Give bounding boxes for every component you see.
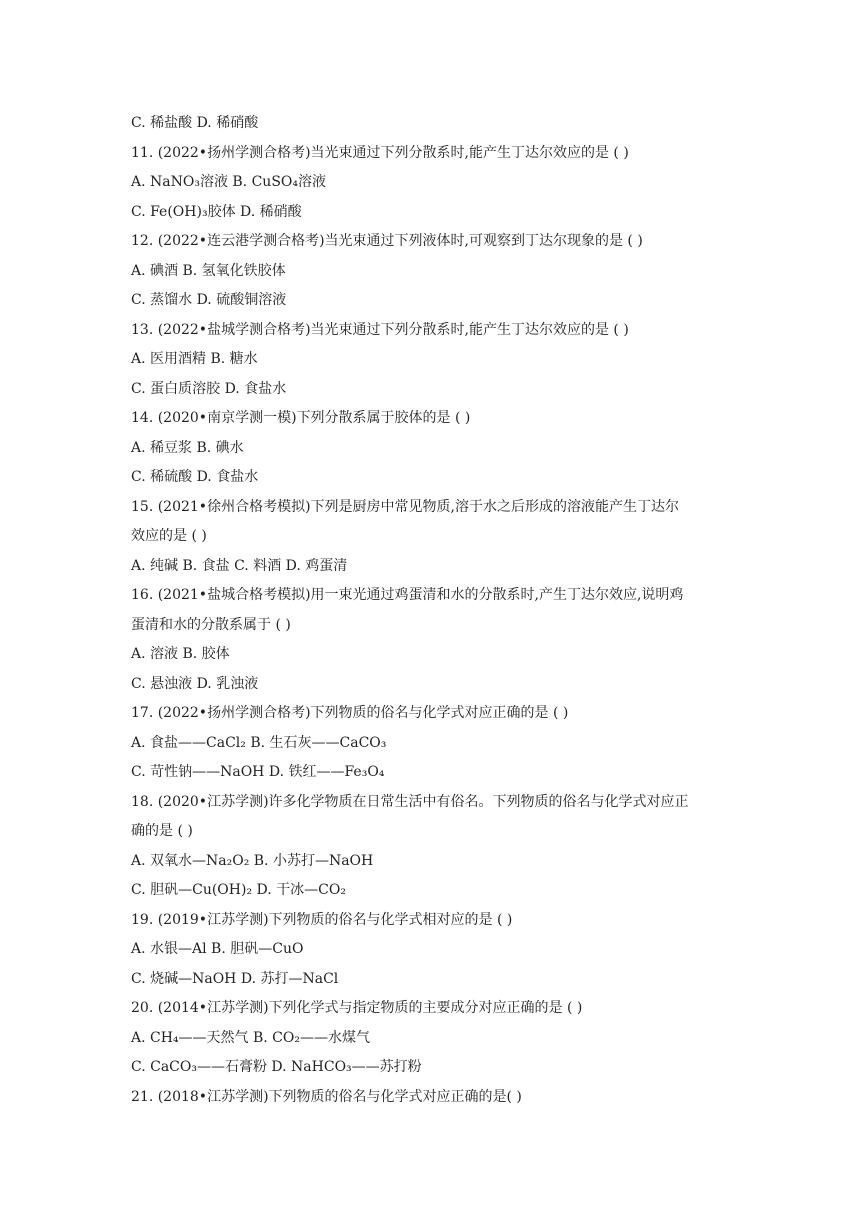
question-16-options-cd: C. 悬浊液 D. 乳浊液 xyxy=(131,676,259,692)
question-17-options-cd: C. 苛性钠——NaOH D. 铁红——Fe₃O₄ xyxy=(131,764,385,780)
question-18-options-ab: A. 双氧水—Na₂O₂ B. 小苏打—NaOH xyxy=(131,853,374,869)
question-16-options-ab: A. 溶液 B. 胶体 xyxy=(131,646,230,662)
question-14: 14. (2020•南京学测一模)下列分散系属于胶体的是 ( ) xyxy=(131,410,471,426)
question-15-options: A. 纯碱 B. 食盐 C. 料酒 D. 鸡蛋清 xyxy=(131,558,348,574)
question-16-line-1: 16. (2021•盐城合格考模拟)用一束光通过鸡蛋清和水的分散系时,产生丁达尔效应,说明鸡 xyxy=(131,587,684,603)
question-14-options-ab: A. 稀豆浆 B. 碘水 xyxy=(131,440,244,456)
question-11: 11. (2022•扬州学测合格考)当光束通过下列分散系时,能产生丁达尔效应的是 ( ) xyxy=(131,145,629,161)
question-19: 19. (2019•江苏学测)下列物质的俗名与化学式相对应的是 ( ) xyxy=(131,912,513,928)
question-18-line-2: 确的是 ( ) xyxy=(131,823,193,839)
question-19-options-cd: C. 烧碱—NaOH D. 苏打—NaCl xyxy=(131,971,339,987)
question-16-line-2: 蛋清和水的分散系属于 ( ) xyxy=(131,617,291,633)
question-14-options-cd: C. 稀硫酸 D. 食盐水 xyxy=(131,469,259,485)
text-line: C. 稀盐酸 D. 稀硝酸 xyxy=(131,115,259,131)
question-17: 17. (2022•扬州学测合格考)下列物质的俗名与化学式对应正确的是 ( ) xyxy=(131,705,569,721)
question-17-options-ab: A. 食盐——CaCl₂ B. 生石灰——CaCO₃ xyxy=(131,735,387,751)
question-11-options-cd: C. Fe(OH)₃胶体 D. 稀硝酸 xyxy=(131,204,302,220)
question-20-options-ab: A. CH₄——天然气 B. CO₂——水煤气 xyxy=(131,1030,370,1046)
question-13-options-ab: A. 医用酒精 B. 糖水 xyxy=(131,351,258,367)
question-20-options-cd: C. CaCO₃——石膏粉 D. NaHCO₃——苏打粉 xyxy=(131,1059,422,1075)
question-11-options-ab: A. NaNO₃溶液 B. CuSO₄溶液 xyxy=(131,174,326,190)
question-15-line-1: 15. (2021•徐州合格考模拟)下列是厨房中常见物质,溶于水之后形成的溶液能产生丁达尔 xyxy=(131,499,679,515)
question-12-options-cd: C. 蒸馏水 D. 硫酸铜溶液 xyxy=(131,292,287,308)
question-12: 12. (2022•连云港学测合格考)当光束通过下列液体时,可观察到丁达尔现象的是 ( ) xyxy=(131,233,643,249)
question-21: 21. (2018•江苏学测)下列物质的俗名与化学式对应正确的是( ) xyxy=(131,1089,522,1105)
question-18-line-1: 18. (2020•江苏学测)许多化学物质在日常生活中有俗名。下列物质的俗名与化学式对应正 xyxy=(131,794,689,810)
question-13-options-cd: C. 蛋白质溶胶 D. 食盐水 xyxy=(131,381,287,397)
question-12-options-ab: A. 碘酒 B. 氢氧化铁胶体 xyxy=(131,263,286,279)
question-18-options-cd: C. 胆矾—Cu(OH)₂ D. 干冰—CO₂ xyxy=(131,882,346,898)
question-20: 20. (2014•江苏学测)下列化学式与指定物质的主要成分对应正确的是 ( ) xyxy=(131,1000,583,1016)
question-15-line-2: 效应的是 ( ) xyxy=(131,528,207,544)
question-13: 13. (2022•盐城学测合格考)当光束通过下列分散系时,能产生丁达尔效应的是 ( ) xyxy=(131,322,629,338)
question-19-options-ab: A. 水银—Al B. 胆矾—CuO xyxy=(131,941,304,957)
